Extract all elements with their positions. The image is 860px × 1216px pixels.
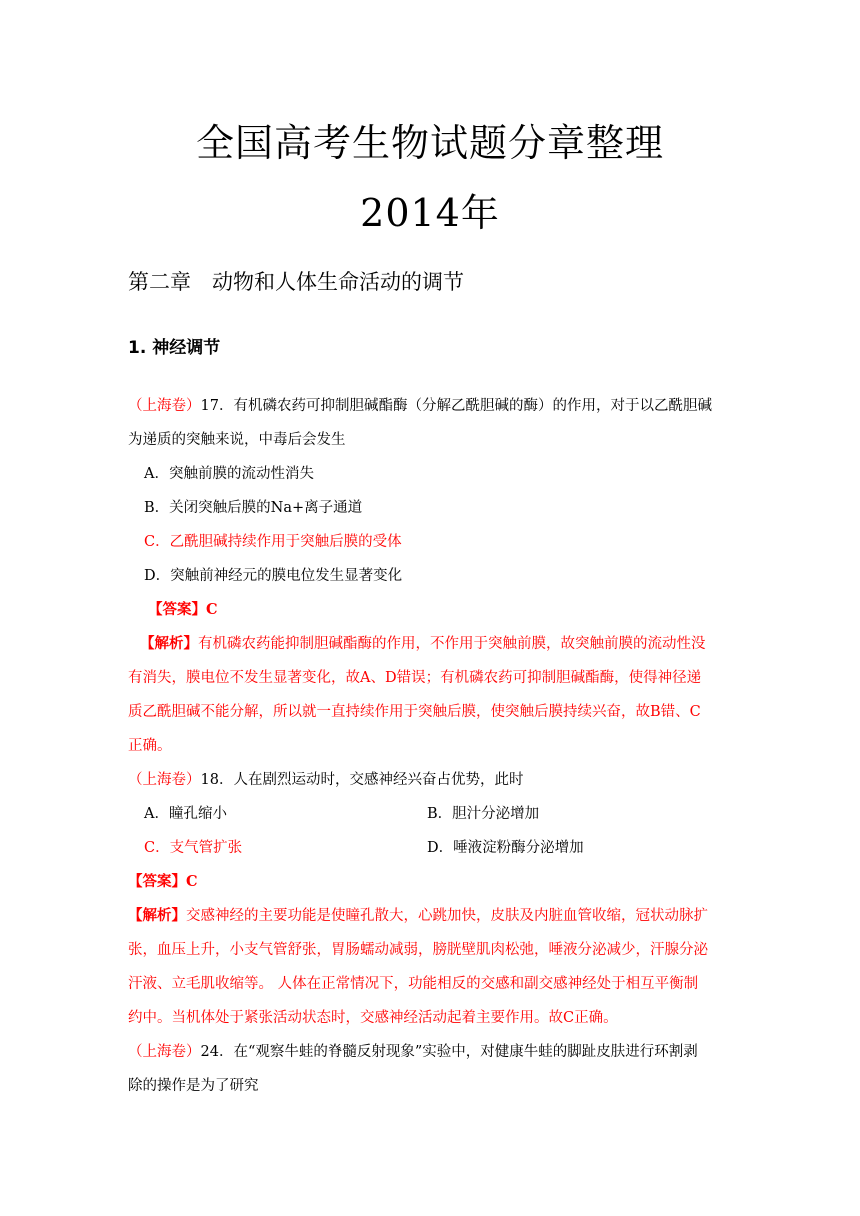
q17-analysis-line4: 正确。: [128, 738, 172, 754]
q17-answer: 【答案】C: [148, 601, 218, 618]
q24-source: （上海卷）: [128, 1044, 201, 1060]
section-heading: 1. 神经调节: [128, 338, 221, 358]
q24-stem-line2: 除的操作是为了研究: [128, 1078, 259, 1094]
chapter-heading: 第二章 动物和人体生命活动的调节: [128, 270, 464, 294]
q18-analysis-line1: 【解析】交感神经的主要功能是使瞳孔散大，心跳加快，皮肤及内脏血管收缩，冠状动脉扩: [128, 907, 708, 924]
q17-option-b: B．关闭突触后膜的Na+离子通道: [144, 500, 363, 516]
q17-analysis-line1: 【解析】有机磷农药能抑制胆碱酯酶的作用，不作用于突触前膜，故突触前膜的流动性没: [140, 635, 706, 652]
q17-source: （上海卷）: [128, 398, 201, 414]
q18-option-c: C．支气管扩张: [144, 840, 243, 856]
q18-source: （上海卷）: [128, 772, 201, 788]
document-title: 全国高考生物试题分章整理: [195, 121, 664, 165]
q18-stem: （上海卷）18．人在剧烈运动时，交感神经兴奋占优势，此时: [128, 772, 524, 788]
q18-option-b: B．胆汁分泌增加: [427, 806, 540, 822]
q18-answer: 【答案】C: [128, 873, 198, 890]
q24-stem-line1: （上海卷）24．在“观察牛蛙的脊髓反射现象”实验中，对健康牛蛙的脚趾皮肤进行环割剥: [128, 1044, 698, 1060]
q17-stem-line1: （上海卷）17．有机磷农药可抑制胆碱酯酶（分解乙酰胆碱的酶）的作用，对于以乙酰胆碱: [128, 398, 712, 414]
q18-option-d: D．唾液淀粉酶分泌增加: [427, 840, 584, 856]
document-year: 2014年: [360, 191, 500, 235]
q17-option-a: A．突触前膜的流动性消失: [144, 466, 314, 482]
q17-analysis-line3: 质乙酰胆碱不能分解，所以就一直持续作用于突触后膜，使突触后膜持续兴奋，故B错、C: [128, 704, 701, 720]
q18-analysis-line4: 约中。当机体处于紧张活动状态时，交感神经活动起着主要作用。故C正确。: [128, 1010, 618, 1026]
q18-analysis-line2: 张，血压上升，小支气管舒张，胃肠蠕动减弱，膀胱壁肌肉松弛，唾液分泌减少，汗腺分泌: [128, 942, 708, 958]
q18-analysis-line3: 汗液、立毛肌收缩等。 人体在正常情况下，功能相反的交感和副交感神经处于相互平衡制: [128, 976, 699, 992]
q17-analysis-line2: 有消失，膜电位不发生显著变化，故A、D错误；有机磷农药可抑制胆碱酯酶，使得神径递: [128, 670, 702, 686]
q18-option-a: A．瞳孔缩小: [144, 806, 227, 822]
q17-option-d: D．突触前神经元的膜电位发生显著变化: [144, 568, 403, 584]
q17-stem-line2: 为递质的突触来说，中毒后会发生: [128, 432, 346, 448]
q17-option-c: C．乙酰胆碱持续作用于突触后膜的受体: [144, 534, 402, 550]
